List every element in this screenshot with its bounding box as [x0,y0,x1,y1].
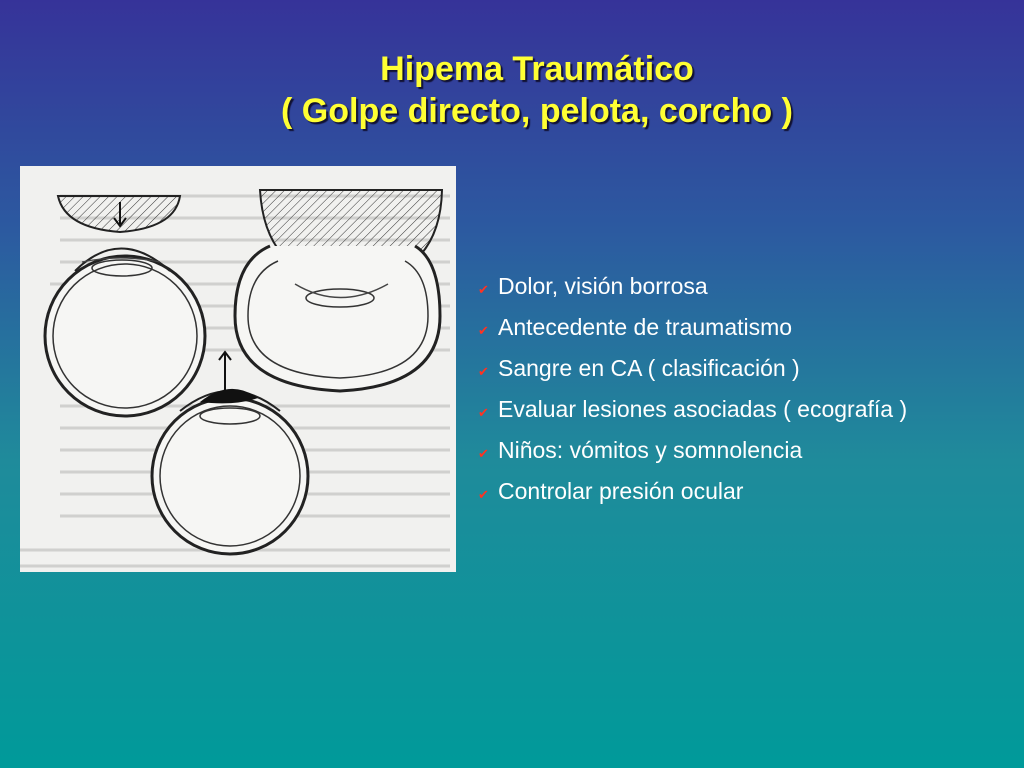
check-icon: ✔ [478,404,489,420]
bullet-text: Controlar presión ocular [498,478,744,504]
check-icon: ✔ [478,486,489,502]
list-item [478,348,907,389]
check-icon: ✔ [478,445,489,461]
check-icon: ✔ [478,363,489,379]
title-line-1: Hipema Traumático [380,50,694,88]
check-icon: ✔ [478,322,489,338]
bullet-text: Antecedente de traumatismo [498,314,793,340]
bullet-text: Dolor, visión borrosa [498,273,708,299]
bullet-text: Sangre en CA ( clasificación ) [498,355,800,381]
check-icon: ✔ [478,281,489,297]
list-item [478,389,907,430]
bullet-text: Niños: vómitos y somnolencia [498,437,803,463]
slide-title [0,48,1024,132]
eye-diagram-ball-impact [235,190,442,391]
list-item [478,471,907,512]
list-item [478,430,907,471]
title-line-2: ( Golpe directo, pelota, corcho ) [281,92,793,130]
list-item [478,307,907,348]
list-item [478,266,907,307]
bullet-text: Evaluar lesiones asociadas ( ecografía ) [498,396,908,422]
eye-trauma-illustration [20,166,456,572]
bullet-list [478,266,907,512]
eye-diagram-direct-blow [45,196,205,416]
